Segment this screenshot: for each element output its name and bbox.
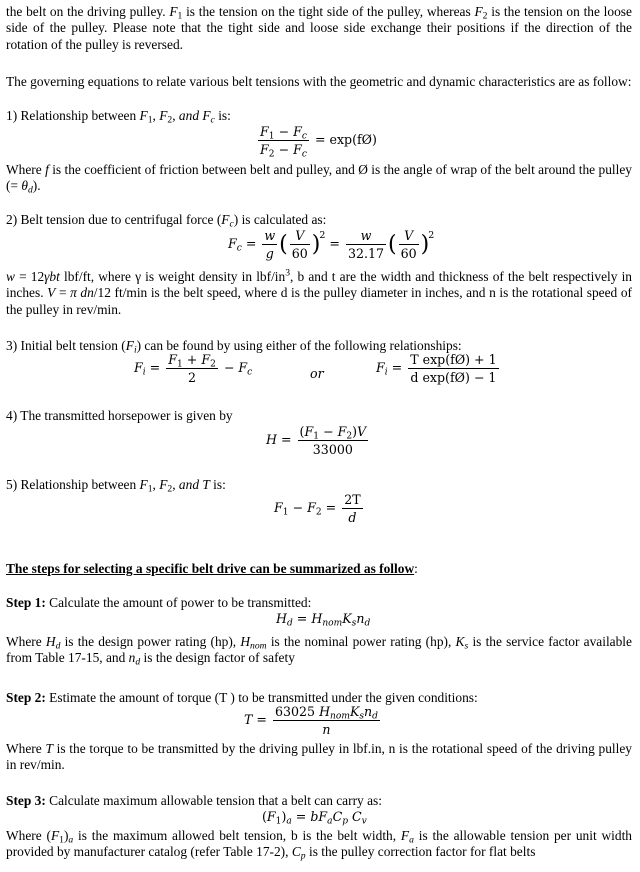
step2-description: Where T is the torque to be transmitted by the driving pulley in lbf.in, n is the rotational speed of the driving pulley in rev/min.	[6, 741, 632, 773]
rel2-description: w = 12γbt lbf/ft, where γ is weight density in lbf/$in^3$, b and t are the width and thickness of the belt respectively in inches. V = π dn/12 ft/min is the belt speed, where d is the pulley diameter in inches, and n is the rotational speed of the pulley in rev/min.	[6, 267, 632, 317]
step2-equation: T = $\frac{63025 H_{nom}K_sn_d}{n}$	[244, 704, 378, 737]
step3-equation: $(F_1)_a = bF_aC_p$ $C_v$	[262, 809, 367, 827]
rel2-equation: $F_c$ = $\frac{w}{g}$ ( $\frac{V}{60}$ )$^2$ = $\frac{w}{32.17}$ ( $\frac{V}{60}$ )$^2$	[228, 228, 435, 261]
rel5-equation: $F_1 - F_2$ = $\frac{2T}{d}$	[274, 492, 361, 525]
rel3-or: or	[310, 366, 324, 381]
rel1-title: 1) Relationship between $F_1$, $F_2$, and $F_c$ is:	[6, 108, 231, 126]
steps-heading: The steps for selecting a specific belt drive can be summarized as follow:	[6, 561, 418, 576]
rel3-equation-b: $F_i$ = $\frac{\text{T exp(fØ) + 1}}{\text{d exp(fØ) − 1}}$	[376, 352, 497, 385]
step1-title: Step 1: Calculate the amount of power to be transmitted:	[6, 595, 312, 610]
step1-description: Where $H_d$ is the design power rating (hp), $H_{nom}$ is the nominal power rating (hp), $K_s$ is the service factor available from Table 17-15, and $n_d$ is the design factor of safety	[6, 634, 632, 668]
rel5-title: 5) Relationship between $F_1$, $F_2$, and T is:	[6, 477, 226, 495]
rel3-equation-a: $F_i$ = $\frac{F_1 + F_2}{2}$ − $F_c$	[134, 352, 253, 385]
step2-title: Step 2: Estimate the amount of torque (T ) to be transmitted under the given conditions:	[6, 690, 478, 705]
step3-description: Where $(F_1)_a$ is the maximum allowed belt tension, b is the belt width, $F_a$ is the allowable tension per unit width provided by manufacturer catalog (refer Table 17-2), $C_p$ is the pulley correction factor for flat belts	[6, 828, 632, 862]
rel1-where: Where f is the coefficient of friction between belt and pulley, and Ø is the angle of wrap of the belt around the pulley (= $\theta_d$).	[6, 162, 632, 196]
intro-paragraph: the belt on the driving pulley. $F_1$ is the tension on the tight side of the pulley, whereas $F_2$ is the tension on the loose side of the pulley. Please note that the tight side and loose side exchange their positions if the direction of the rotation of the pulley is reversed.	[6, 4, 632, 52]
governing-paragraph: The governing equations to relate various belt tensions with the geometric and dynamic characteristics are as follow:	[6, 74, 632, 89]
rel1-equation: $\frac{F_1 - F_c}{F_2 - F_c}$ = exp(fØ)	[260, 124, 377, 160]
step3-title: Step 3: Calculate maximum allowable tension that a belt can carry as:	[6, 793, 382, 808]
rel1-fraction: $\frac{F_1 - F_c}{F_2 - F_c}$	[260, 124, 307, 160]
rel3-title: 3) Initial belt tension $(F_i)$ can be found by using either of the following relationships:	[6, 338, 462, 356]
rel2-title: 2) Belt tension due to centrifugal force $(F_c)$ is calculated as:	[6, 212, 327, 230]
rel4-title: 4) The transmitted horsepower is given by	[6, 408, 233, 423]
rel4-equation: H = $\frac{(F_1 - F_2)V}{33000}$	[266, 424, 367, 457]
step1-equation: $H_d = H_{nom}K_sn_d$	[276, 611, 371, 629]
